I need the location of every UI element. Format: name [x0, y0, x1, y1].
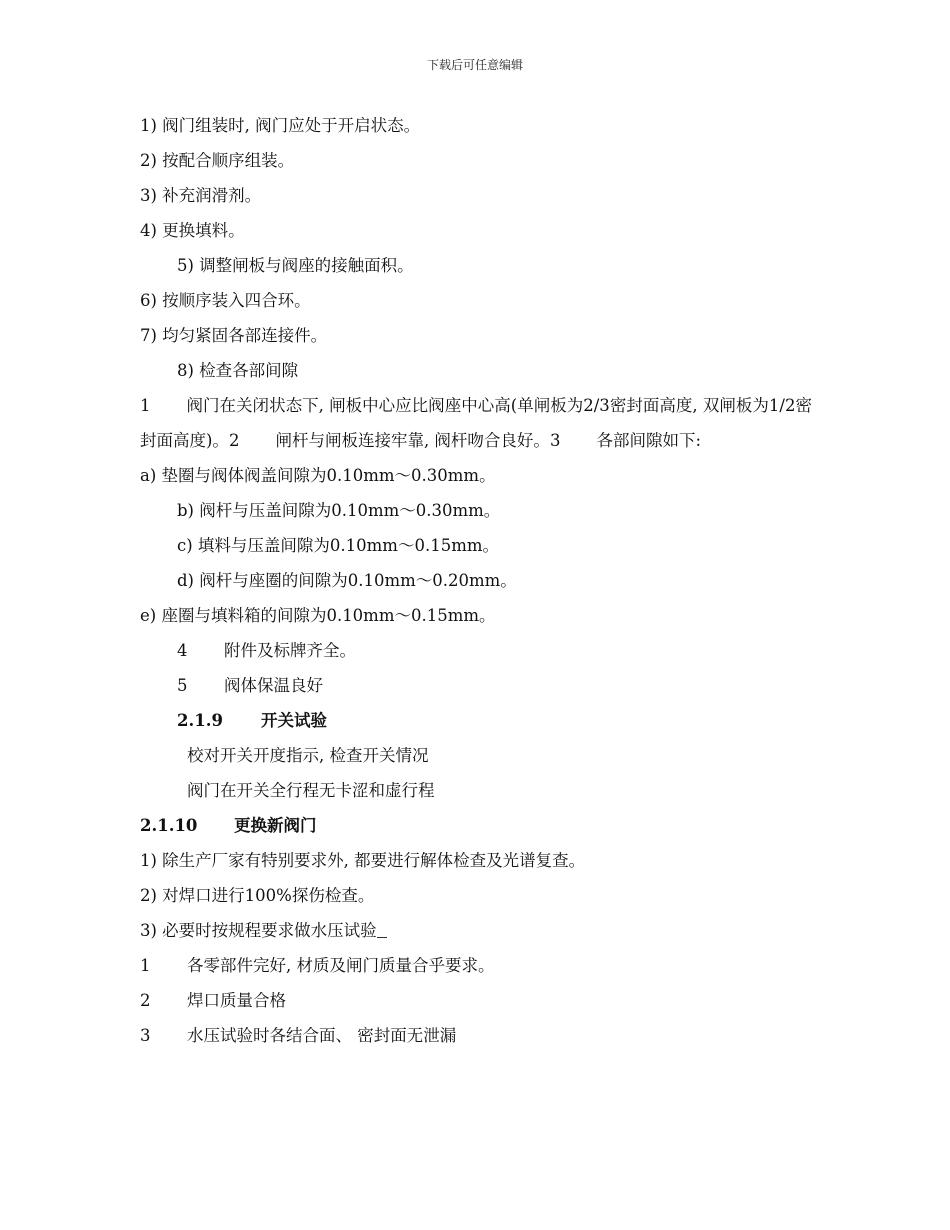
quality-item-4-text: 附件及标牌齐全。	[224, 641, 356, 660]
assembly-step-1: 1) 阀门组装时, 阀门应处于开启状态。	[140, 116, 421, 135]
section-2-1-9-line-1: 校对开关开度指示, 检查开关情况	[187, 746, 429, 765]
clearance-b: b) 阀杆与压盖间隙为0.10mm～0.30mm。	[177, 501, 501, 520]
section-2-1-10-step-3	[140, 913, 812, 948]
section-2-1-10-num: 2.1.10	[140, 816, 198, 835]
section-2-1-9-heading	[140, 703, 812, 738]
quality-item-4-num: 4	[177, 641, 188, 660]
clearance-c: c) 填料与压盖间隙为0.10mm～0.15mm。	[177, 536, 499, 555]
section-2-1-10-quality-3-num: 3	[140, 1026, 151, 1045]
quality-text-2: 闸杆与闸板连接牢靠, 阀杆吻合良好。	[275, 431, 550, 450]
section-2-1-10-quality-1	[140, 948, 812, 983]
quality-text-3: 各部间隙如下:	[596, 431, 701, 450]
assembly-step-2: 2) 按配合顺序组装。	[140, 151, 295, 170]
assembly-step-6: 6) 按顺序装入四合环。	[140, 291, 311, 310]
section-2-1-10-quality-3-text: 水压试验时各结合面、 密封面无泄漏	[187, 1026, 457, 1045]
quality-num-3: 3	[549, 431, 561, 450]
document-body	[140, 108, 812, 1053]
section-2-1-10-step-3-text: 3) 必要时按规程要求做水压试验	[140, 921, 377, 940]
quality-num-1: 1	[140, 396, 151, 415]
quality-item-4	[140, 633, 812, 668]
section-2-1-9-line-2: 阀门在开关全行程无卡涩和虚行程	[187, 781, 435, 800]
section-2-1-10-quality-2-num: 2	[140, 991, 151, 1010]
section-2-1-10-heading	[140, 808, 812, 843]
assembly-step-5: 5) 调整闸板与阀座的接触面积。	[177, 256, 414, 275]
quality-text-1: 阀门在关闭状态下, 闸板中心应比阀座中心高(单闸板为2/3密封面高度, 双闸板为1/2密封面高度)。	[140, 396, 812, 450]
section-2-1-10-quality-1-text: 各零部件完好, 材质及闸门质量合乎要求。	[187, 956, 495, 975]
quality-item-5-num: 5	[177, 676, 188, 695]
section-2-1-10-quality-2-text: 焊口质量合格	[187, 991, 286, 1010]
text-cursor-underline	[377, 919, 387, 938]
quality-paragraph	[140, 388, 812, 458]
quality-num-2: 2	[228, 431, 240, 450]
quality-item-5-text: 阀体保温良好	[224, 676, 323, 695]
section-2-1-10-title: 更换新阀门	[234, 816, 317, 835]
section-2-1-10-quality-3	[140, 1018, 812, 1053]
section-2-1-10-step-1: 1) 除生产厂家有特别要求外, 都要进行解体检查及光谱复查。	[140, 851, 586, 870]
section-2-1-10-step-2: 2) 对焊口进行100%探伤检查。	[140, 886, 375, 905]
clearance-d: d) 阀杆与座圈的间隙为0.10mm～0.20mm。	[177, 571, 517, 590]
section-2-1-9-num: 2.1.9	[177, 711, 223, 730]
assembly-step-4: 4) 更换填料。	[140, 221, 245, 240]
assembly-step-7: 7) 均匀紧固各部连接件。	[140, 326, 328, 345]
clearance-a: a) 垫圈与阀体阀盖间隙为0.10mm～0.30mm。	[140, 466, 496, 485]
clearance-e: e) 座圈与填料箱的间隙为0.10mm～0.15mm。	[140, 606, 496, 625]
quality-item-5	[140, 668, 812, 703]
page-header: 下载后可任意编辑	[426, 58, 523, 72]
assembly-step-8: 8) 检查各部间隙	[177, 361, 299, 380]
section-2-1-9-title: 开关试验	[261, 711, 327, 730]
assembly-step-3: 3) 补充润滑剂。	[140, 186, 262, 205]
section-2-1-10-quality-2	[140, 983, 812, 1018]
section-2-1-10-quality-1-num: 1	[140, 956, 151, 975]
